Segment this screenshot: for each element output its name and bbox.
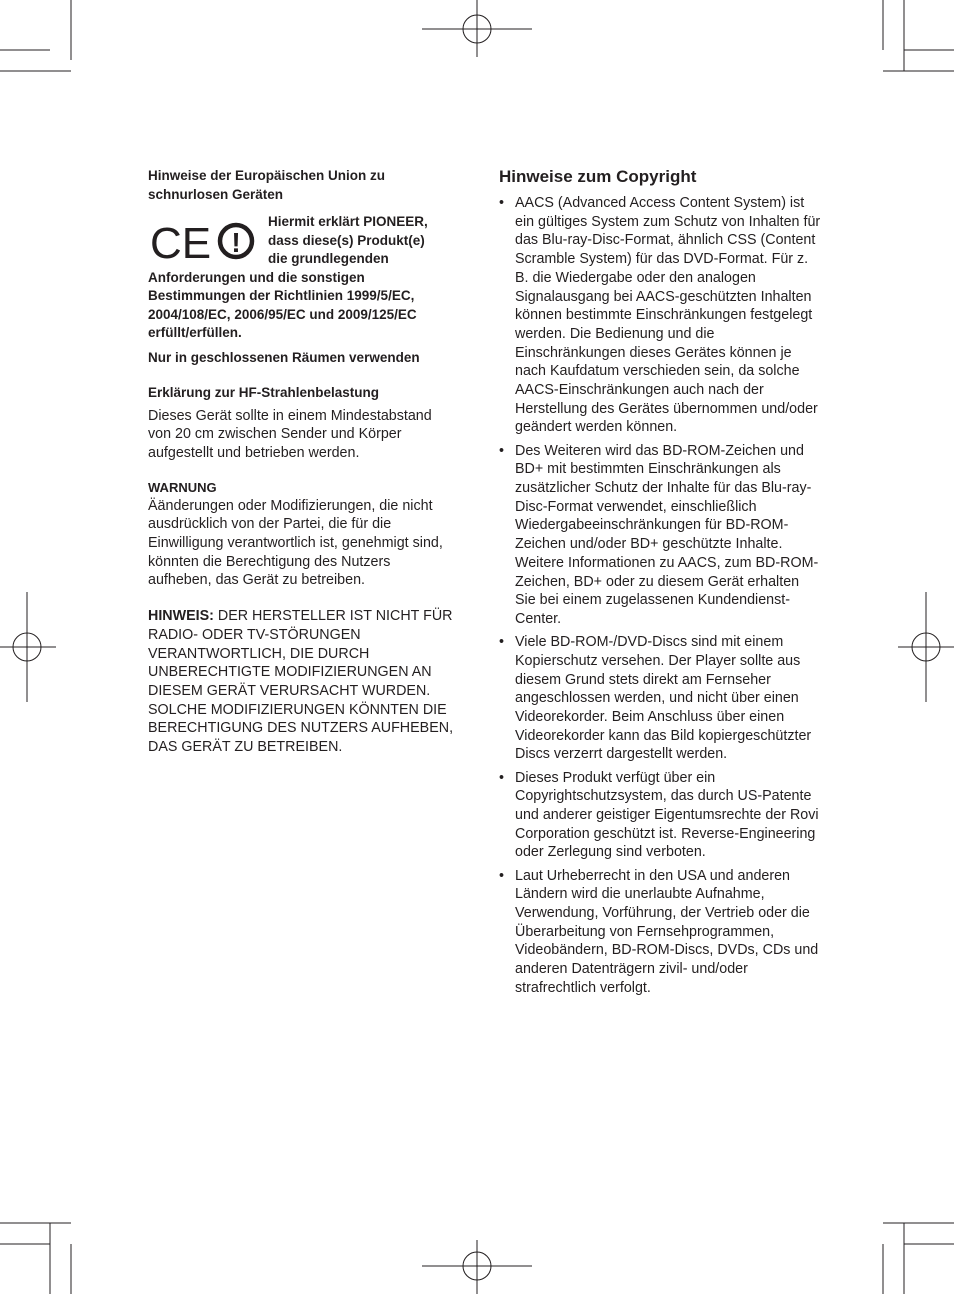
bullet-icon: • bbox=[499, 634, 505, 651]
ce-mark-icon: CE bbox=[150, 219, 212, 263]
warning-text: Äänderungen oder Modifizierungen, die nicht ausdrücklich von der Partei, die für die Einwilligung verantwortlich ist, genehmigt sind, könnten die Berechtigung des Nutzers aufheben, das Gerät zu betreiben. bbox=[148, 497, 443, 589]
eu-wireless-heading: Hinweise der Europäischen Union zu schnurlosen Geräten bbox=[148, 168, 386, 202]
ce-mark-and-alert-icon bbox=[148, 219, 260, 263]
notice-text: DER HERSTELLER IST NICHT FÜR RADIO- ODER TV-STÖRUNGEN VERANTWORTLICH, DIE DURCH UNBERECHTIGTE MODIFIZIERUNGEN AN DIESEM GERÄT VERURSACHT WURDEN. SOLCHE MODIFIZIERUNGEN KÖNNTEN DIE BERECHTIGUNG DES NUTZERS AUFHEBEN, DAS GERÄT ZU BETREIBEN. bbox=[148, 608, 454, 756]
rf-exposure-heading: Erklärung zur HF-Strahlenbelastung bbox=[148, 384, 380, 400]
bullet-icon: • bbox=[499, 195, 505, 211]
declaration-line-2: dass diese(s) Produkt(e) bbox=[268, 232, 425, 248]
right-column bbox=[499, 166, 821, 1002]
warning-heading: WARNUNG bbox=[148, 479, 217, 495]
declaration-rest: Anforderungen und die sonstigen Bestimmungen der Richtlinien 1999/5/EC, 2004/108/EC, 2006/95/EC und 2009/125/EC erfüllt/erfüllen. bbox=[148, 269, 417, 340]
declaration-line-3: die grundlegenden bbox=[268, 251, 389, 266]
list-item: • Viele BD-ROM-/DVD-Discs sind mit einem Kopierschutz versehen. Der Player sollte aus diesem Grund stets direkt am Fernseher angeschlossen werden, und nicht über einen Videorekorder. Beim Anschluss über einen Videorekorder kann das Bild kopiergeschützter Discs verzerrt dargestellt werden. bbox=[499, 634, 812, 763]
bullet-icon: • bbox=[499, 769, 505, 786]
rf-exposure-text: Dieses Gerät sollte in einem Mindestabstand von 20 cm zwischen Sender und Körper aufgestellt und betrieben werden. bbox=[148, 407, 432, 461]
list-item: • Des Weiteren wird das BD-ROM-Zeichen und BD+ mit bestimmten Einschränkungen als zusätzlicher Schutz der Inhalte für das Blu-ray-Disc-Format verwendet, einschließlich Wiedergabeeinschränkungen für BD-ROM-Zeichen und/oder BD+ geschützte Inhalte. Weitere Informationen zu AACS, zum BD-ROM-Zeichen, BD+ oder zu diesem Gerät erhalten Sie bei einem zugelassenen Kundendienst-Center. bbox=[499, 442, 819, 627]
list-item: • AACS (Advanced Access Content System) ist ein gültiges System zum Schutz von Inhalten für das Blu-ray-Disc-Format, ähnlich CSS (Content Scramble System) für das DVD-Format. Für z. B. die Wiedergabe oder den analogen Signalausgang bei AACS-geschützten Inhalten können bestimmte Einschränkungen festgelegt werden. Die Bedienung und die Einschränkungen dieses Gerätes können je nach Kaufdatum verschieden sein, da solche AACS-Einschränkungen auch nach der Herstellung des Gerätes übernommen und/oder geändert werden können. bbox=[499, 195, 821, 436]
notice-label: HINWEIS: bbox=[148, 608, 214, 625]
list-item: • Dieses Produkt verfügt über ein Copyrightschutzsystem, das durch US-Patente und anderer geistiger Eigentumsrechte der Rovi Corporation geschützt ist. Reverse-Engineering oder Zerlegung sind verboten. bbox=[499, 769, 819, 861]
bullet-icon: • bbox=[499, 867, 505, 884]
bullet-icon: • bbox=[499, 442, 505, 459]
notice-paragraph bbox=[148, 607, 456, 757]
list-item: • Laut Urheberrecht in den USA und anderen Ländern wird die unerlaubte Aufnahme, Verwendung, Vorführung, der Vertrieb oder die Überarbeitung von Fernsehprogrammen, Videobändern, BD-ROM-Discs, DVDs, CDs und anderen Datenträgern zivil- und/oder strafrechtlich verfolgt. bbox=[499, 867, 819, 996]
copyright-title: Hinweise zum Copyright bbox=[499, 167, 697, 186]
copyright-list bbox=[499, 194, 821, 998]
alert-exclamation-icon: ! bbox=[231, 227, 241, 258]
left-column bbox=[148, 166, 456, 757]
ce-declaration bbox=[148, 213, 456, 343]
declaration-line-1: Hiermit erklärt PIONEER, bbox=[268, 214, 428, 229]
indoor-use-only: Nur in geschlossenen Räumen verwenden bbox=[148, 349, 420, 365]
